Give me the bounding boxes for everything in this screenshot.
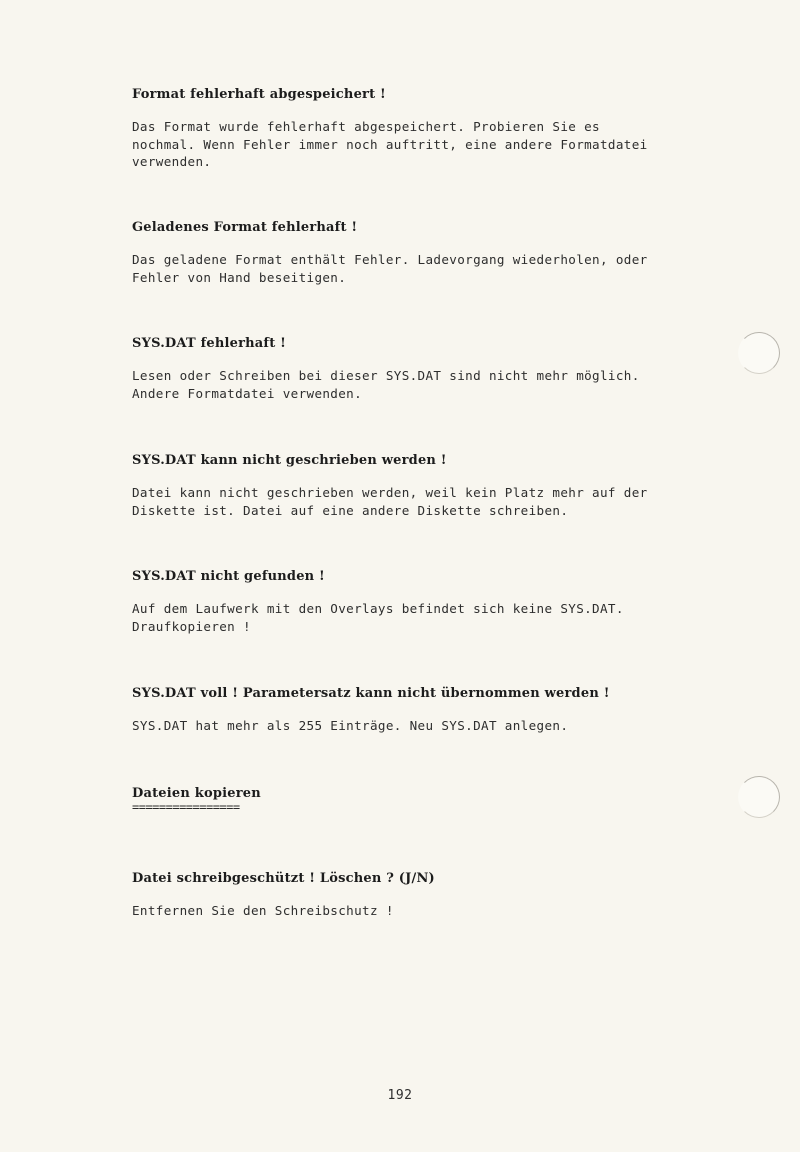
error-description (132, 717, 692, 735)
description-line: Das geladene Format enthält Fehler. Ladevorgang wiederholen, oder (132, 252, 648, 267)
description-line: Andere Formatdatei verwenden. (132, 385, 363, 401)
error-entry (132, 336, 692, 402)
error-entry (132, 87, 692, 171)
description-line: SYS.DAT hat mehr als 255 Einträge. Neu SYS.DAT anlegen. (132, 718, 569, 733)
description-line: Datei kann nicht geschrieben werden, weil kein Platz mehr auf der (132, 485, 648, 500)
description-line: Lesen oder Schreiben bei dieser SYS.DAT sind nicht mehr möglich. (132, 368, 640, 383)
error-entry (132, 453, 692, 519)
error-heading: Datei schreibgeschützt ! Löschen ? (J/N) (132, 871, 435, 886)
error-description (132, 484, 692, 519)
error-heading: Format fehlerhaft abgespeichert ! (132, 87, 386, 102)
error-entry (132, 569, 692, 635)
error-description (132, 118, 692, 171)
error-heading: SYS.DAT voll ! Parametersatz kann nicht übernommen werden ! (132, 686, 610, 701)
error-description (132, 600, 692, 635)
error-heading: SYS.DAT kann nicht geschrieben werden ! (132, 453, 447, 468)
error-heading: SYS.DAT nicht gefunden ! (132, 569, 325, 584)
error-entry (132, 871, 692, 920)
error-entry (132, 220, 692, 286)
description-line: Diskette ist. Datei auf eine andere Diskette schreiben. (132, 502, 569, 518)
description-line: Entfernen Sie den Schreibschutz ! (132, 903, 394, 918)
description-line: Fehler von Hand beseitigen. (132, 269, 347, 285)
error-entry (132, 686, 692, 735)
punch-hole-bottom (738, 776, 780, 818)
description-line: Das Format wurde fehlerhaft abgespeichert. Probieren Sie es (132, 119, 600, 134)
page-number: 192 (387, 1088, 413, 1103)
section-title: Dateien kopieren (132, 786, 261, 801)
error-description (132, 902, 692, 920)
error-heading: SYS.DAT fehlerhaft ! (132, 336, 287, 351)
error-heading: Geladenes Format fehlerhaft ! (132, 220, 358, 235)
punch-hole-top (738, 332, 780, 374)
error-description (132, 251, 692, 286)
description-line: nochmal. Wenn Fehler immer noch auftritt, eine andere Formatdatei (132, 136, 648, 152)
section-underline: ================ (132, 803, 240, 811)
description-line: Auf dem Laufwerk mit den Overlays befindet sich keine SYS.DAT. (132, 601, 624, 616)
section-heading (132, 786, 692, 811)
description-line: verwenden. (132, 154, 212, 169)
error-description (132, 367, 692, 402)
description-line: Draufkopieren ! (132, 618, 251, 634)
